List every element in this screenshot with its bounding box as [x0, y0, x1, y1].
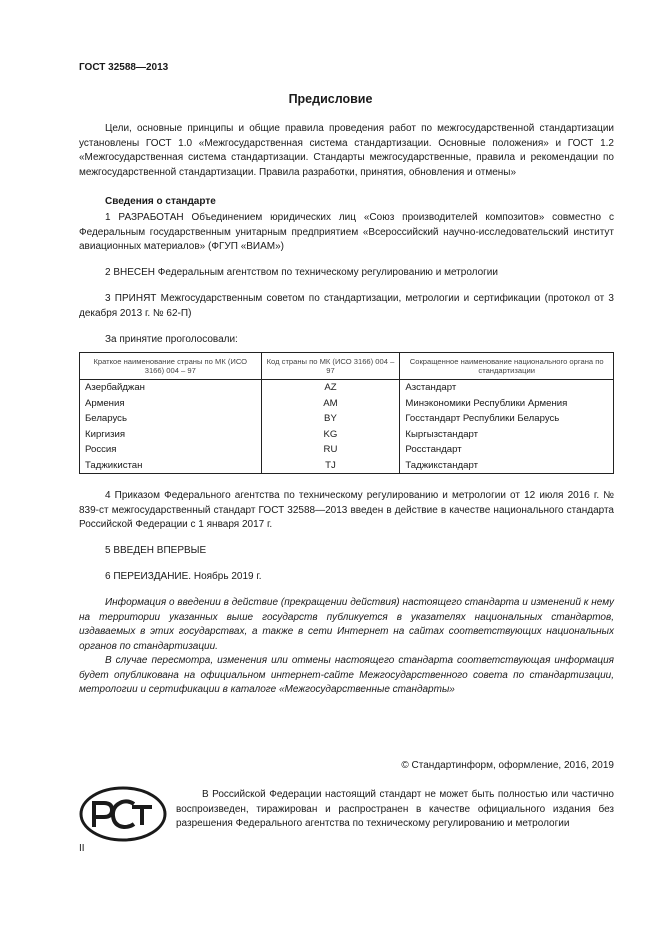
copyright-notice	[176, 788, 614, 832]
body-cell: Кыргызстандарт	[400, 427, 614, 443]
header-country: Краткое наименование страны по МК (ИСО 3166) 004 – 97	[80, 353, 262, 380]
page-number: II	[79, 843, 85, 854]
about-heading: Сведения о стандарте	[105, 196, 216, 207]
standard-code: ГОСТ 32588—2013	[79, 62, 169, 73]
header-body: Сокращенное наименование национального органа по стандартизации	[400, 353, 614, 380]
country-cell: Киргизия	[80, 427, 262, 443]
code-cell: BY	[261, 411, 400, 427]
item-reissue: 6 ПЕРЕИЗДАНИЕ. Ноябрь 2019 г.	[105, 571, 262, 582]
country-cell: Армения	[80, 396, 262, 412]
code-cell: AZ	[261, 380, 400, 396]
code-cell: AM	[261, 396, 400, 412]
voted-label: За принятие проголосовали:	[105, 334, 238, 345]
body-cell: Госстандарт Республики Беларусь	[400, 411, 614, 427]
vote-table-header-row	[80, 353, 614, 380]
body-cell: Таджикстандарт	[400, 458, 614, 474]
item-developed: 1 РАЗРАБОТАН Объединением юридических лиц «Союз производителей композитов» совместно с Федеральным государственным унитарным предприятием «Всероссийский научно-исследовательский институт авиационных материалов» (ФГУП «ВИАМ»)	[79, 212, 614, 253]
item-introduced: 2 ВНЕСЕН Федеральным агентством по техническому регулированию и метрологии	[105, 267, 498, 278]
code-cell: TJ	[261, 458, 400, 474]
body-cell: Минэкономики Республики Армения	[400, 396, 614, 412]
info-paragraph-2: В случае пересмотра, изменения или отмены настоящего стандарта соответствующая информация будет опубликована на официальном интернет-сайте Межгосударственного совета по стандартизации, метрологии и сертификации в каталоге «Межгосударственные стандарты»	[79, 655, 614, 696]
code-cell: RU	[261, 442, 400, 458]
table-row	[80, 427, 614, 443]
table-row	[80, 396, 614, 412]
item-adopted: 3 ПРИНЯТ Межгосударственным советом по стандартизации, метрологии и сертификации (протокол от 3 декабря 2013 г. № 62-П)	[79, 293, 614, 319]
copyright-line: © Стандартинформ, оформление, 2016, 2019	[401, 760, 614, 771]
page-title: Предисловие	[288, 92, 373, 106]
body-cell: Азстандарт	[400, 380, 614, 396]
country-cell: Беларусь	[80, 411, 262, 427]
table-row	[80, 380, 614, 396]
table-row	[80, 411, 614, 427]
vote-table	[79, 352, 614, 474]
info-paragraph-1: Информация о введении в действие (прекращении действия) настоящего стандарта и изменений к нему на территории указанных выше государств публикуется в указателях национальных стандартов, издаваемых в этих государствах, а также в сети Интернет на сайтах соответствующих национальных органов по стандартизации.	[79, 597, 614, 652]
country-cell: Азербайджан	[80, 380, 262, 396]
table-row	[80, 458, 614, 474]
item-order: 4 Приказом Федерального агентства по техническому регулированию и метрологии от 12 июля 2016 г. № 839-ст межгосударственный стандарт ГОСТ 32588—2013 введен в действие в качестве национального стандарта Российской Федерации с 1 января 2017 г.	[79, 490, 614, 531]
item-first-time: 5 ВВЕДЕН ВПЕРВЫЕ	[105, 545, 207, 556]
header-code: Код страны по МК (ИСО 3166) 004 – 97	[261, 353, 400, 380]
table-row	[80, 442, 614, 458]
intro-paragraph: Цели, основные принципы и общие правила проведения работ по межгосударственной стандартизации установлены ГОСТ 1.0 «Межгосударственная система стандартизации. Основные положения» и ГОСТ 1.2 «Межгосударственная система стандартизации. Стандарты межгосударственные, правила и рекомендации по межгосударственной стандартизации. Правила разработки, принятия, обновления и отмены»	[79, 123, 614, 178]
rst-logo-icon	[78, 785, 168, 843]
country-cell: Россия	[80, 442, 262, 458]
body-cell: Росстандарт	[400, 442, 614, 458]
country-cell: Таджикистан	[80, 458, 262, 474]
code-cell: KG	[261, 427, 400, 443]
notice-text: В Российской Федерации настоящий стандарт не может быть полностью или частично воспроизведен, тиражирован и распространен в качестве официального издания без разрешения Федерального агентства по техническому регулированию и метрологии	[176, 789, 614, 829]
